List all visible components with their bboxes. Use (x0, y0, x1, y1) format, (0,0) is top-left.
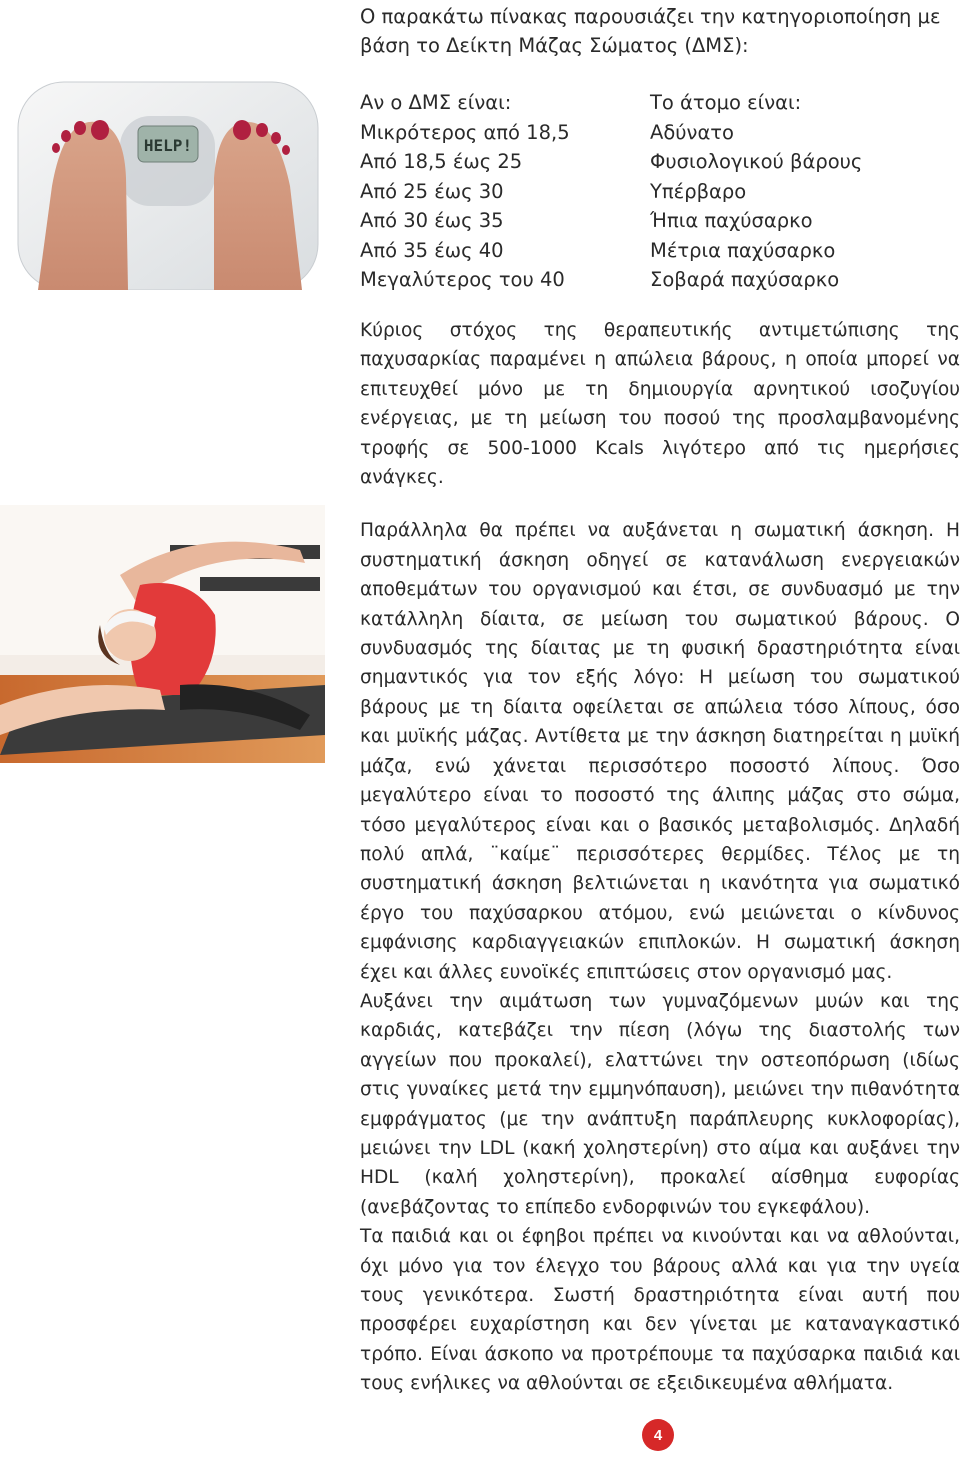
paragraph-exercise: Παράλληλα θα πρέπει να αυξάνεται η σωματική άσκηση. Η συστηματική άσκηση οδηγεί σε κατανάλωση ενεργειακών αποθεμάτων του οργανισμού και έτσι, σε συνδυασμό με την κατάλληλη δίαιτα, σε μείωση του σωματικού βάρους. Ο συνδυασμός της δίαιτας με τη φυσική δραστηριότητα είναι σημαντικός για τον εξής λόγο: Η μείωση του σωματικού βάρους με τη δίαιτα οφείλεται σε απώλεια τόσο λίπους, όσο και μυϊκής μάζας. Αντίθετα με την άσκηση διατηρείται η μυϊκή μάζα, ενώ χάνεται περισσότερο ποσοστό λίπους. Όσο μεγαλύτερο είναι το ποσοστό της άλιπης μάζας στο σώμα, τόσο μεγαλύτερος είναι και ο βασικός μεταβολισμός. Δηλαδή πολύ απλά, ¨καίμε¨ περισσότερες θερμίδες. Τέλος με τη συστηματική άσκηση βελτιώνεται η ικανότητα για σωματικό έργο του παχύσαρκου ατόμου, ενώ μειώνεται ο κίνδυνος εμφάνισης καρδιαγγειακών επιπλοκών. Η σωματική άσκηση έχει και άλλες ευνοϊκές επιπτώσεις στον οργανισμό μας. (360, 520, 960, 983)
bmi-category-header: Το άτομο είναι: (650, 91, 802, 114)
bmi-range-cell: Από 30 έως 35 (360, 209, 504, 232)
article-body (360, 316, 960, 1399)
bmi-category-cell: Σοβαρά παχύσαρκο (650, 268, 840, 291)
bmi-category-column (650, 88, 960, 295)
bmi-range-cell: Από 35 έως 40 (360, 238, 504, 262)
page-number: 4 (642, 1419, 674, 1451)
woman-stretching-photo (0, 505, 325, 763)
bmi-range-cell: Μεγαλύτερος του 40 (360, 268, 565, 291)
paragraph-children: Τα παιδιά και οι έφηβοι πρέπει να κινούνται και να αθλούνται, όχι μόνο για τον έλεγχο του βάρους αλλά και για την υγεία τους γενικότερα. Σωστή δραστηριότητα είναι αυτή που προσφέρει ευχαρίστηση και δεν γίνεται με καταναγκαστικό τρόπο. Είναι άσκοπο να προτρέπουμε τα παχύσαρκα παιδιά και τους ενήλικες να αθλούνται σε εξειδικευμένα αθλήματα. (360, 1226, 960, 1395)
bmi-range-column (360, 88, 650, 295)
bmi-category-cell: Αδύνατο (650, 120, 734, 144)
scale-display-text: HELP! (143, 136, 193, 155)
paragraph-treatment-goal: Κύριος στόχος της θεραπευτικής αντιμετώπισης της παχυσαρκίας παραμένει η απώλεια βάρους, η οποία μπορεί να επιτευχθεί μόνο με τη δημιουργία αρνητικού ισοζυγίου ενέργειας, με τη μείωση του ποσού της προσλαμβανομένης τροφής σε 500-1000 Kcals λιγότερο από τις ημερήσιες ανάγκες. (360, 320, 960, 489)
bmi-range-cell: Από 25 έως 30 (360, 179, 504, 203)
bathroom-scale-photo (0, 78, 330, 290)
bmi-range-cell: Από 18,5 έως 25 (360, 150, 523, 173)
bmi-range-header: Αν ο ΔΜΣ είναι: (360, 91, 512, 114)
bmi-range-cell: Μικρότερος από 18,5 (360, 120, 570, 144)
paragraph-exercise-benefits: Αυξάνει την αιμάτωση των γυμναζόμενων μυών και της καρδιάς, κατεβάζει την πίεση (λόγω της διαστολής των αγγείων που προκαλεί), ελαττώνει την οστεοπόρωση (ιδίως στις γυναίκες μετά την εμμηνόπαυση), μειώνει την πιθανότητα εμφράγματος (με την ανάπτυξη παράπλευρης κυκλοφορίας), μειώνει την LDL (κακή χοληστερίνη) στο αίμα και αυξάνει την HDL (καλή χοληστερίνη), προκαλεί αίσθημα ευφορίας (ανεβάζοντας το επίπεδο ενδορφινών του εγκεφάλου). (360, 990, 960, 1218)
bmi-category-table (360, 88, 960, 295)
bmi-category-cell: Ήπια παχύσαρκο (650, 209, 813, 232)
bmi-category-cell: Υπέρβαρο (650, 179, 747, 203)
bmi-category-cell: Μέτρια παχύσαρκο (650, 238, 836, 262)
bmi-category-cell: Φυσιολογικού βάρους (650, 150, 863, 173)
intro-text: Ο παρακάτω πίνακας παρουσιάζει την κατηγοριοποίηση με βάση το Δείκτη Μάζας Σώματος (ΔΜΣ): (360, 5, 941, 57)
